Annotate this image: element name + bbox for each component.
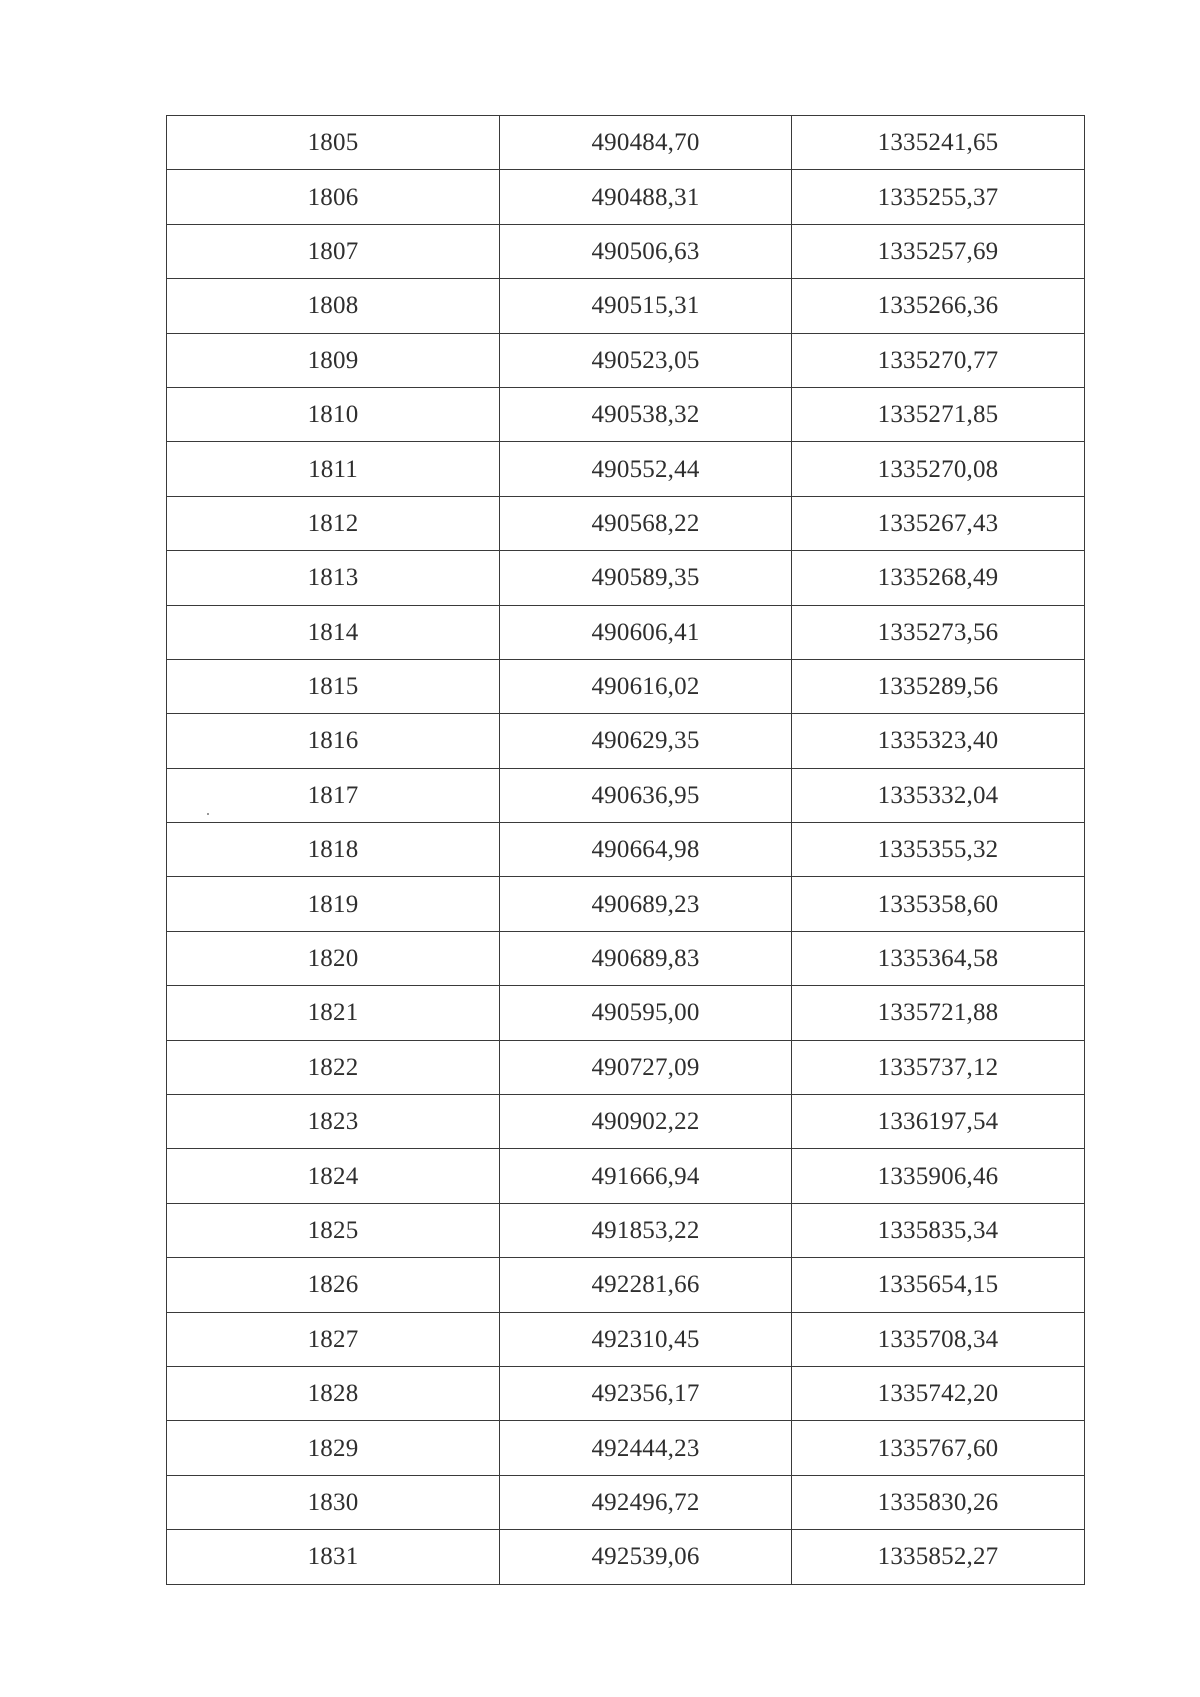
- x-coordinate-cell: 490488,31: [500, 170, 792, 224]
- y-coordinate-cell: 1335270,08: [792, 442, 1085, 496]
- point-number-cell: 1820: [167, 931, 500, 985]
- y-coordinate-cell: 1335358,60: [792, 877, 1085, 931]
- point-number-cell: 1828: [167, 1366, 500, 1420]
- x-coordinate-cell: 490523,05: [500, 333, 792, 387]
- point-number-cell: 1831: [167, 1530, 500, 1584]
- table-row: [167, 442, 1085, 496]
- y-coordinate-cell: 1335906,46: [792, 1149, 1085, 1203]
- point-number-cell: 1814: [167, 605, 500, 659]
- table-row: [167, 1421, 1085, 1475]
- table-row: [167, 1258, 1085, 1312]
- x-coordinate-cell: 490689,23: [500, 877, 792, 931]
- point-number-cell: 1806: [167, 170, 500, 224]
- x-coordinate-cell: 490595,00: [500, 986, 792, 1040]
- x-coordinate-cell: 490636,95: [500, 768, 792, 822]
- point-number-cell: 1830: [167, 1475, 500, 1529]
- table-row: [167, 170, 1085, 224]
- table-row: [167, 1312, 1085, 1366]
- table-row: [167, 1203, 1085, 1257]
- x-coordinate-cell: 490484,70: [500, 116, 792, 170]
- x-coordinate-cell: 491853,22: [500, 1203, 792, 1257]
- y-coordinate-cell: 1335332,04: [792, 768, 1085, 822]
- x-coordinate-cell: 490568,22: [500, 496, 792, 550]
- x-coordinate-cell: 490629,35: [500, 714, 792, 768]
- table-row: [167, 1475, 1085, 1529]
- y-coordinate-cell: 1335737,12: [792, 1040, 1085, 1094]
- table-row: [167, 714, 1085, 768]
- x-coordinate-cell: 490616,02: [500, 659, 792, 713]
- point-number-cell: 1823: [167, 1095, 500, 1149]
- y-coordinate-cell: 1335323,40: [792, 714, 1085, 768]
- point-number-cell: 1807: [167, 224, 500, 278]
- y-coordinate-cell: 1335257,69: [792, 224, 1085, 278]
- table-row: [167, 496, 1085, 550]
- y-coordinate-cell: 1335289,56: [792, 659, 1085, 713]
- y-coordinate-cell: 1335355,32: [792, 823, 1085, 877]
- point-number-cell: 1808: [167, 279, 500, 333]
- x-coordinate-cell: 492496,72: [500, 1475, 792, 1529]
- y-coordinate-cell: 1335271,85: [792, 387, 1085, 441]
- coordinates-table-body: [167, 116, 1085, 1585]
- point-number-cell: 1824: [167, 1149, 500, 1203]
- point-number-cell: 1822: [167, 1040, 500, 1094]
- x-coordinate-cell: 490589,35: [500, 551, 792, 605]
- y-coordinate-cell: 1335266,36: [792, 279, 1085, 333]
- y-coordinate-cell: 1335268,49: [792, 551, 1085, 605]
- table-row: [167, 1149, 1085, 1203]
- x-coordinate-cell: 490902,22: [500, 1095, 792, 1149]
- point-number-cell: 1827: [167, 1312, 500, 1366]
- x-coordinate-cell: 490727,09: [500, 1040, 792, 1094]
- y-coordinate-cell: 1335830,26: [792, 1475, 1085, 1529]
- x-coordinate-cell: 492310,45: [500, 1312, 792, 1366]
- x-coordinate-cell: 492356,17: [500, 1366, 792, 1420]
- x-coordinate-cell: 490664,98: [500, 823, 792, 877]
- point-number-cell: 1817: [167, 768, 500, 822]
- point-number-cell: 1819: [167, 877, 500, 931]
- y-coordinate-cell: 1335255,37: [792, 170, 1085, 224]
- x-coordinate-cell: 490538,32: [500, 387, 792, 441]
- table-row: [167, 659, 1085, 713]
- point-number-cell: 1812: [167, 496, 500, 550]
- x-coordinate-cell: 492444,23: [500, 1421, 792, 1475]
- point-number-cell: 1805: [167, 116, 500, 170]
- y-coordinate-cell: 1335364,58: [792, 931, 1085, 985]
- x-coordinate-cell: 490689,83: [500, 931, 792, 985]
- table-row: [167, 333, 1085, 387]
- y-coordinate-cell: 1335241,65: [792, 116, 1085, 170]
- y-coordinate-cell: 1335721,88: [792, 986, 1085, 1040]
- table-row: [167, 279, 1085, 333]
- table-row: [167, 387, 1085, 441]
- point-number-cell: 1810: [167, 387, 500, 441]
- x-coordinate-cell: 492539,06: [500, 1530, 792, 1584]
- table-row: [167, 1530, 1085, 1584]
- x-coordinate-cell: 490515,31: [500, 279, 792, 333]
- point-number-cell: 1826: [167, 1258, 500, 1312]
- coordinates-table: [166, 115, 1085, 1585]
- y-coordinate-cell: 1335742,20: [792, 1366, 1085, 1420]
- table-row: [167, 224, 1085, 278]
- table-row: [167, 1095, 1085, 1149]
- point-number-cell: 1825: [167, 1203, 500, 1257]
- point-number-cell: 1821: [167, 986, 500, 1040]
- point-number-cell: 1829: [167, 1421, 500, 1475]
- table-row: [167, 551, 1085, 605]
- y-coordinate-cell: 1336197,54: [792, 1095, 1085, 1149]
- y-coordinate-cell: 1335267,43: [792, 496, 1085, 550]
- x-coordinate-cell: 490552,44: [500, 442, 792, 496]
- table-row: [167, 116, 1085, 170]
- point-number-cell: 1816: [167, 714, 500, 768]
- x-coordinate-cell: 490606,41: [500, 605, 792, 659]
- y-coordinate-cell: 1335767,60: [792, 1421, 1085, 1475]
- table-row: [167, 605, 1085, 659]
- point-number-cell: 1815: [167, 659, 500, 713]
- point-number-cell: 1818: [167, 823, 500, 877]
- table-row: [167, 823, 1085, 877]
- table-row: [167, 877, 1085, 931]
- y-coordinate-cell: 1335654,15: [792, 1258, 1085, 1312]
- y-coordinate-cell: 1335708,34: [792, 1312, 1085, 1366]
- table-row: [167, 1040, 1085, 1094]
- x-coordinate-cell: 492281,66: [500, 1258, 792, 1312]
- y-coordinate-cell: 1335270,77: [792, 333, 1085, 387]
- point-number-cell: 1809: [167, 333, 500, 387]
- y-coordinate-cell: 1335852,27: [792, 1530, 1085, 1584]
- point-number-cell: 1813: [167, 551, 500, 605]
- scan-speck: [207, 813, 209, 815]
- table-row: [167, 986, 1085, 1040]
- x-coordinate-cell: 491666,94: [500, 1149, 792, 1203]
- point-number-cell: 1811: [167, 442, 500, 496]
- x-coordinate-cell: 490506,63: [500, 224, 792, 278]
- y-coordinate-cell: 1335835,34: [792, 1203, 1085, 1257]
- y-coordinate-cell: 1335273,56: [792, 605, 1085, 659]
- table-row: [167, 768, 1085, 822]
- table-row: [167, 931, 1085, 985]
- table-row: [167, 1366, 1085, 1420]
